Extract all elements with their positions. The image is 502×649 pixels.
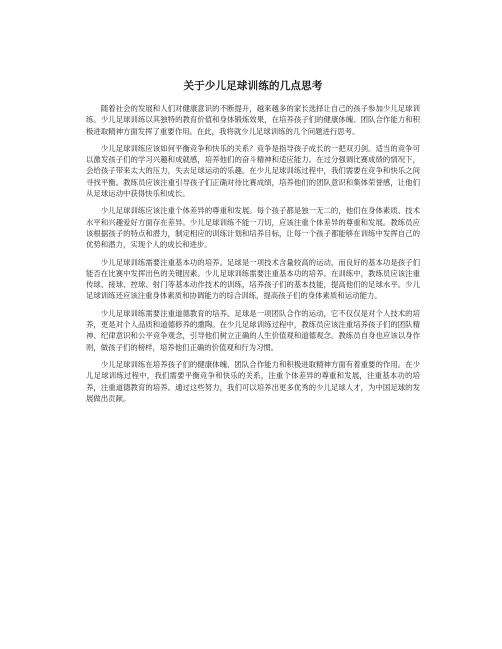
paragraph-4: 少儿足球训练需要注重基本功的培养。足球是一项技术含量较高的运动，而良好的基本功是孩子们能否在比赛中发挥出色的关键因素。少儿足球训练需要注重基本功的培养。在训练中，教练员应该注重传球、接球、控球、射门等基本动作技术的训练，培养孩子们的基本技能，提高他们的足球水平。少儿足球训练还应该注重身体素质和协调能力的综合训练，提高孩子们的身体素质和运动能力。 (86, 257, 420, 301)
paragraph-6: 少儿足球训练在培养孩子们的健康体魄、团队合作能力和积极进取精神方面有着重要的作用。在少儿足球训练过程中，我们需要平衡竞争和快乐的关系，注重个体差异的尊重和发展，注重基本功的培养，注重道德教育的培养。通过这些努力，我们可以培养出更多优秀的少儿足球人才，为中国足球的发展做出贡献。 (86, 359, 420, 403)
document-title: 关于少儿足球训练的几点思考 (183, 80, 323, 92)
paragraph-3: 少儿足球训练应该注重个体差异的尊重和发展。每个孩子都是独一无二的，他们在身体素质、技术水平和兴趣爱好方面存在差异。少儿足球训练不能一刀切，应该注重个体差异的尊重和发展。教练员应该根据孩子的特点和潜力，制定相应的训练计划和培养目标，让每一个孩子都能够在训练中发挥自己的优势和潜力，实现个人的成长和进步。 (86, 206, 420, 250)
paragraph-2: 少儿足球训练应该如何平衡竞争和快乐的关系？竞争是指导孩子成长的一把双刃剑。适当的竞争可以激发孩子们的学习兴趣和成就感，培养他们的奋斗精神和适应能力。在过分强调比赛成绩的情况下，会给孩子带来太大的压力，失去足球运动的乐趣。在少儿足球训练过程中，我们需要在竞争和快乐之间寻找平衡。教练员应该注重引导孩子们正确对待比赛成绩，培养他们的团队意识和集体荣誉感，让他们从足球运动中获得快乐和成长。 (86, 143, 420, 199)
paragraph-1: 随着社会的发展和人们对健康意识的不断提升，越来越多的家长选择让自己的孩子参加少儿足球训练。少儿足球训练以其独特的教育价值和身体锻炼效果，在培养孩子们的健康体魄、团队合作能力和积极进取精神方面发挥了重要作用。在此，我将就少儿足球训练的几个问题进行思考。 (86, 104, 420, 136)
paragraph-5: 少儿足球训练需要注重道德教育的培养。足球是一项团队合作的运动，它不仅仅是对个人技术的培养，更是对个人品质和道德修养的熏陶。在少儿足球训练过程中，教练员应该注重培养孩子们的团队精神、纪律意识和公平竞争观念，引导他们树立正确的人生价值观和道德观念。教练员自身也应该以身作则，做孩子们的榜样，培养他们正确的价值观和行为习惯。 (86, 308, 420, 352)
document-page (86, 80, 420, 410)
